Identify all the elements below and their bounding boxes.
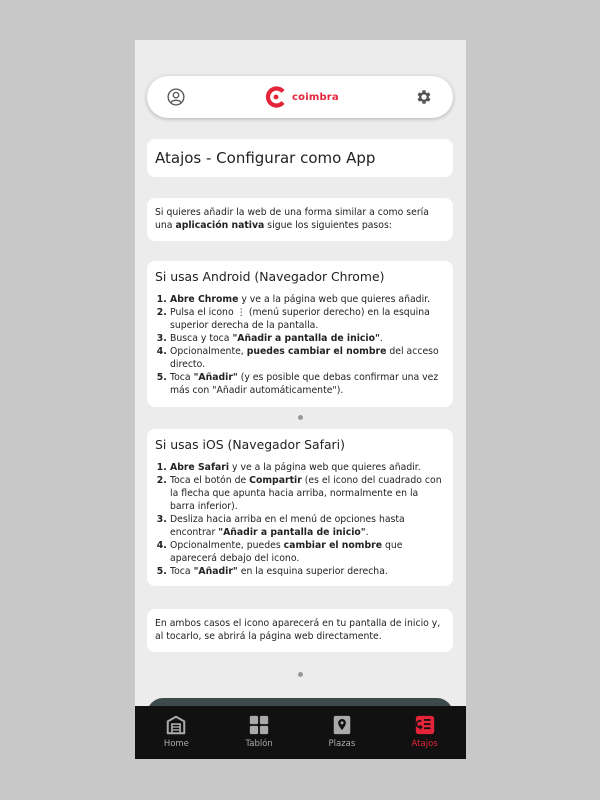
intro-text: Si quieres añadir la web de una forma similar a como sería una bbox=[155, 207, 429, 231]
brand-logo bbox=[264, 84, 339, 110]
step-text: Toca el botón de bbox=[170, 475, 250, 486]
list-item bbox=[170, 345, 445, 371]
step-bold: Compartir bbox=[249, 475, 302, 486]
intro-text-end: sigue los siguientes pasos: bbox=[264, 220, 392, 231]
step-bold: "Añadir a pantalla de inicio" bbox=[232, 333, 380, 344]
step-bold: "Añadir" bbox=[193, 372, 238, 383]
brand-name: coimbra bbox=[292, 91, 339, 103]
step-text: (y es posible que debas confirmar una vez más con "Añadir automáticamente"). bbox=[170, 372, 439, 396]
android-card bbox=[147, 261, 453, 407]
top-bar bbox=[147, 76, 453, 118]
step-text: (es el icono del cuadrado con la flecha que apunta hacia arriba, normalmente en la barra inferior). bbox=[170, 475, 442, 512]
step-text: en la esquina superior derecha. bbox=[237, 566, 388, 577]
grid-icon bbox=[248, 714, 270, 736]
page-title-card bbox=[147, 139, 453, 177]
ios-card bbox=[147, 429, 453, 586]
nav-label-tablon: Tablón bbox=[245, 739, 273, 749]
user-circle-icon[interactable] bbox=[167, 88, 185, 106]
map-pin-icon bbox=[331, 714, 353, 736]
step-bold: "Añadir" bbox=[193, 566, 238, 577]
nav-label-home: Home bbox=[163, 739, 189, 749]
nav-label-plazas: Plazas bbox=[328, 739, 356, 749]
list-item bbox=[170, 332, 445, 345]
step-text: Busca y toca bbox=[170, 333, 233, 344]
nav-item-plazas[interactable] bbox=[301, 706, 384, 759]
list-item bbox=[170, 371, 445, 397]
gear-icon[interactable] bbox=[415, 88, 433, 106]
list-item bbox=[170, 539, 445, 565]
step-text: Opcionalmente, puedes bbox=[170, 540, 284, 551]
app-screen bbox=[135, 40, 466, 759]
list-item bbox=[170, 293, 445, 306]
step-text: del acceso directo. bbox=[170, 346, 439, 370]
page-title: Atajos - Configurar como App bbox=[155, 149, 376, 167]
outro-text: En ambos casos el icono aparecerá en tu pantalla de inicio y, al tocarlo, se abrirá la página web directamente. bbox=[155, 618, 441, 642]
divider-dot bbox=[298, 415, 303, 420]
list-item bbox=[170, 461, 445, 474]
step-bold: puedes cambiar el nombre bbox=[246, 346, 387, 357]
step-bold: Abre Chrome bbox=[170, 294, 239, 305]
shortcut-icon bbox=[414, 714, 436, 736]
step-text: que aparecerá debajo del icono. bbox=[170, 540, 403, 564]
step-text: y ve a la página web que quieres añadir. bbox=[229, 462, 421, 473]
step-text: . bbox=[365, 527, 369, 538]
step-text: Opcionalmente, bbox=[170, 346, 247, 357]
nav-item-atajos[interactable] bbox=[383, 706, 466, 759]
list-item bbox=[170, 474, 445, 513]
step-text: Toca bbox=[170, 372, 194, 383]
step-text: . bbox=[379, 333, 383, 344]
android-steps bbox=[155, 293, 445, 397]
ios-heading: Si usas iOS (Navegador Safari) bbox=[155, 437, 345, 452]
ios-steps bbox=[155, 461, 445, 578]
step-text: Toca bbox=[170, 566, 194, 577]
nav-label-atajos: Atajos bbox=[411, 739, 438, 749]
coimbra-logo-icon bbox=[264, 85, 288, 109]
divider-dot bbox=[298, 672, 303, 677]
intro-card bbox=[147, 198, 453, 241]
step-text: y ve a la página web que quieres añadir. bbox=[238, 294, 431, 305]
step-text: Pulsa el icono ⋮ (menú superior derecho) en la esquina superior derecha de la pantalla. bbox=[170, 307, 430, 331]
nav-item-home[interactable] bbox=[135, 706, 218, 759]
android-heading: Si usas Android (Navegador Chrome) bbox=[155, 269, 385, 284]
intro-bold: aplicación nativa bbox=[175, 220, 265, 231]
step-bold: cambiar el nombre bbox=[283, 540, 383, 551]
step-text: Desliza hacia arriba en el menú de opciones hasta encontrar bbox=[170, 514, 405, 538]
outro-card bbox=[147, 609, 453, 652]
step-bold: "Añadir a pantalla de inicio" bbox=[218, 527, 366, 538]
step-bold: Abre Safari bbox=[170, 462, 230, 473]
list-item bbox=[170, 513, 445, 539]
garage-icon bbox=[165, 714, 187, 736]
list-item bbox=[170, 565, 445, 578]
list-item bbox=[170, 306, 445, 332]
nav-item-tablon[interactable] bbox=[218, 706, 301, 759]
bottom-nav bbox=[135, 706, 466, 759]
